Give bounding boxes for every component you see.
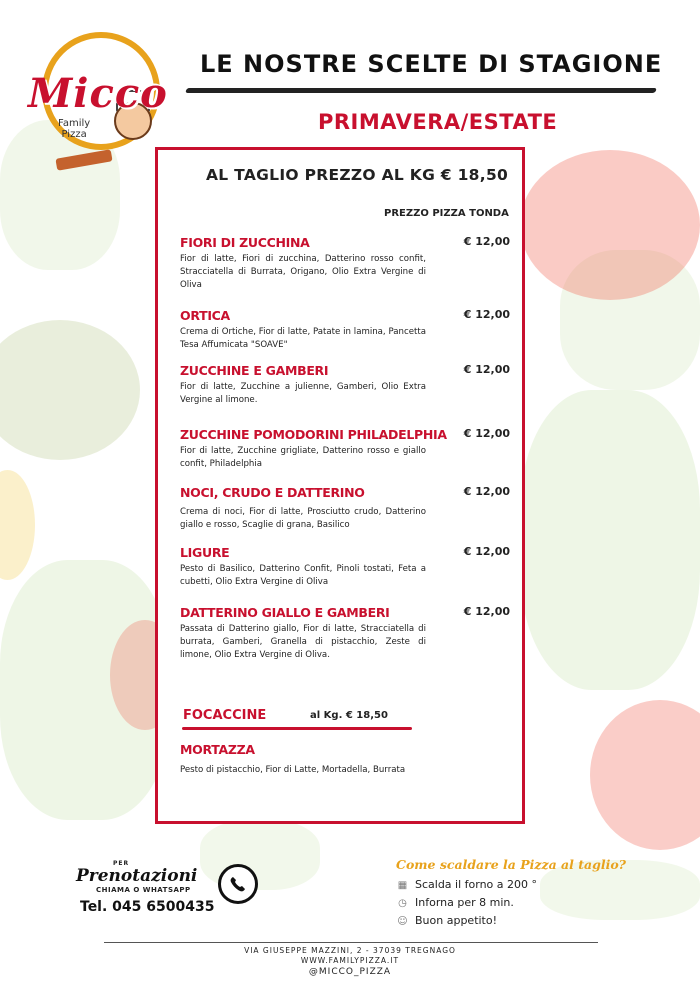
menu-item [180,742,510,777]
chef-icon: ☺ [397,916,408,927]
reheat-step: ◷ Inforna per 8 min. [396,896,514,909]
address: VIA GIUSEPPE MAZZINI, 2 - 37039 TREGNAGO [244,946,456,955]
focaccine-title: FOCACCINE [183,708,267,723]
price-column-header: PREZZO PIZZA TONDA [384,208,509,219]
item-description: Passata di Datterino giallo, Fior di latte, Stracciatella di burrata, Gamberi, Granella di pistacchio, Zeste di limone, Olio Extra Vergine di Oliva. [180,624,426,660]
booking-label: Prenotazioni [76,866,198,886]
item-price: € 12,00 [463,308,510,321]
item-price: € 12,00 [463,235,510,248]
item-description: Pesto di Basilico, Datterino Confit, Pinoli tostati, Feta a cubetti, Olio Extra Vergine di Oliva [180,564,426,587]
menu-item [180,308,510,352]
booking-per: PER [113,860,130,867]
card-title: AL TAGLIO PREZZO AL KG € 18,50 [206,166,509,184]
reheat-step: ▦ Scalda il forno a 200 ° [397,878,538,891]
website-link[interactable]: WWW.FAMILYPIZZA.IT [300,956,400,965]
season-subtitle: PRIMAVERA/ESTATE [318,110,558,134]
item-price: € 12,00 [463,427,510,440]
item-price: € 12,00 [463,545,510,558]
yellow-tomato-decoration [0,470,35,580]
item-name: ORTICA [180,308,230,323]
item-description: Fior di latte, Zucchine grigliate, Datterino rosso e giallo confit, Philadelphia [180,446,426,469]
item-name: MORTAZZA [180,742,255,757]
item-name: ZUCCHINE E GAMBERI [180,363,329,378]
item-description: Crema di Ortiche, Fior di latte, Patate in lamina, Pancetta Tesa Affumicata "SOAVE" [180,327,426,350]
item-name: LIGURE [180,545,230,560]
menu-item [180,545,510,589]
menu-item [180,427,510,471]
logo-wordmark: Micco [28,70,168,117]
item-description: Fior di latte, Zucchine a julienne, Gamberi, Olio Extra Vergine al limone. [180,382,426,405]
menu-item [180,363,510,407]
item-price: € 12,00 [463,605,510,618]
menu-card [155,147,525,824]
menu-item [180,235,510,292]
whatsapp-icon[interactable] [218,864,258,904]
tomato-decoration [520,150,700,300]
page-title: LE NOSTRE SCELTE DI STAGIONE [200,50,663,78]
booking-sub: CHIAMA O WHATSAPP [96,886,191,894]
timer-icon: ◷ [398,898,407,909]
menu-item [180,485,510,532]
item-name: FIORI DI ZUCCHINA [180,235,310,250]
avocado-decoration [0,320,140,460]
item-name: NOCI, CRUDO E DATTERINO [180,485,365,500]
logo-subtitle: Family Pizza [58,118,91,140]
oven-icon: ▦ [397,880,408,891]
item-price: € 12,00 [463,363,510,376]
social-handle[interactable]: @MICCO_PIZZA [308,967,392,977]
item-price: € 12,00 [463,485,510,498]
reheat-title: Come scaldare la Pizza al taglio? [396,857,627,872]
reheat-step: ☺ Buon appetito! [397,914,498,927]
item-name: DATTERINO GIALLO E GAMBERI [180,605,390,620]
title-underline [185,88,657,93]
phone-number[interactable]: Tel. 045 6500435 [80,899,215,915]
pizza-peel-icon [55,149,112,171]
focaccine-price: al Kg. € 18,50 [310,710,388,721]
tomato-decoration [590,700,700,850]
lettuce-decoration [520,390,700,690]
item-description: Crema di noci, Fior di latte, Prosciutto crudo, Datterino giallo e rosso, Scaglie di grana, Basilico [180,507,426,530]
item-description: Fior di latte, Fiori di zucchina, Datterino rosso confit, Stracciatella di Burrata, Origano, Olio Extra Vergine di Oliva [180,254,426,290]
footer-divider [104,942,598,943]
phone-icon [227,873,249,895]
item-name: ZUCCHINE POMODORINI PHILADELPHIA [180,427,447,442]
item-description: Pesto di pistacchio, Fior di Latte, Mortadella, Burrata [180,765,406,775]
focaccine-underline [182,727,412,730]
menu-item [180,605,510,662]
